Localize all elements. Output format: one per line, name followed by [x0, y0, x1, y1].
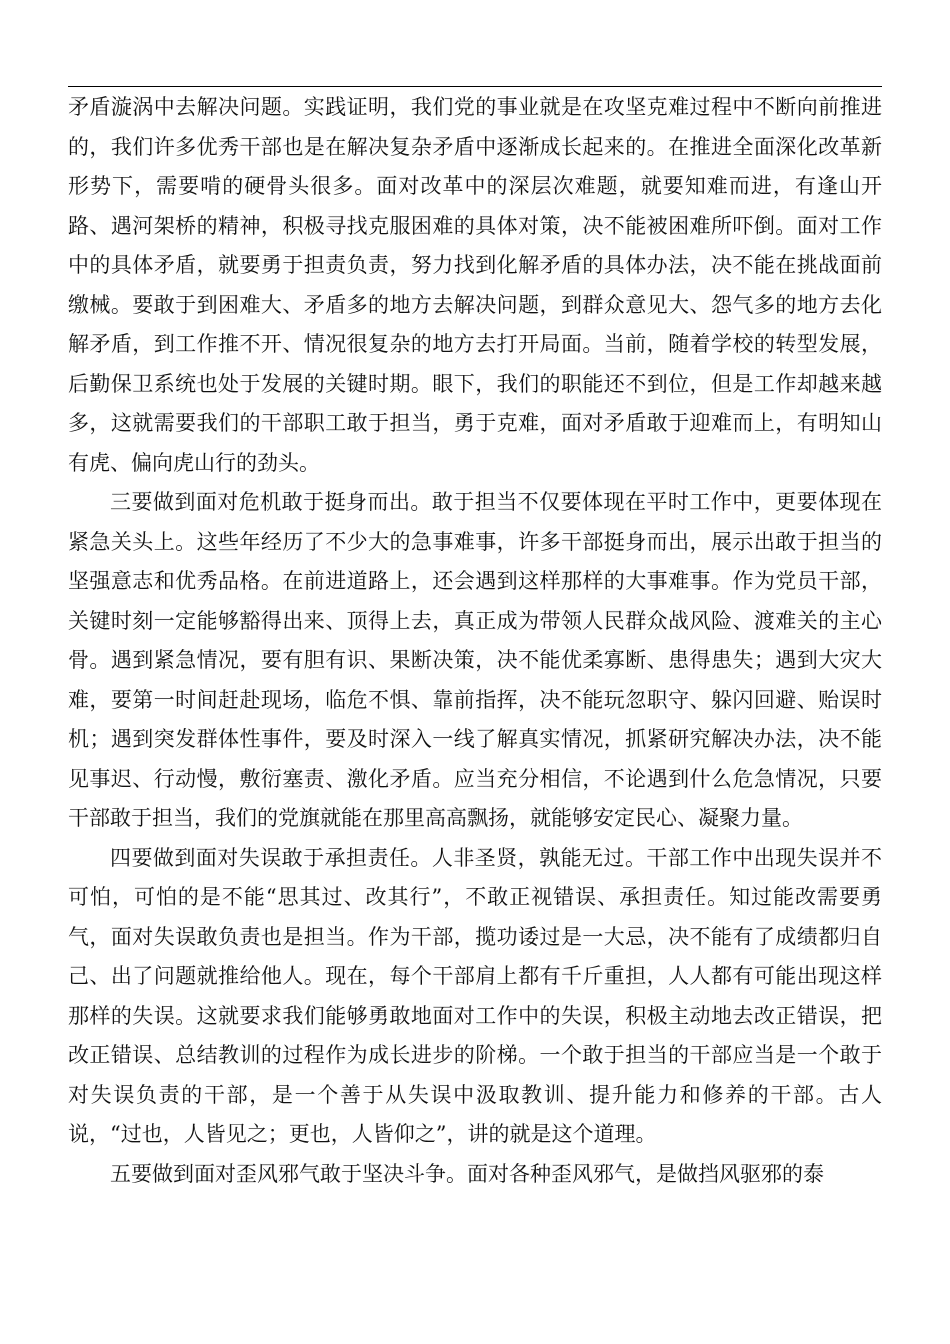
paragraph-crisis: 三要做到面对危机敢于挺身而出。敢于担当不仅要体现在平时工作中，更要体现在紧急关头上。这些年经历了不少大的急事难事，许多干部挺身而出，展示出敢于担当的坚强意志和优秀品格。在前进道路上，还会遇到这样那样的大事难事。作为党员干部，关键时刻一定能够豁得出来、顶得上去，真正成为带领人民群众战风险、渡难关的主心骨。遇到紧急情况，要有胆有识、果断决策，决不能优柔寡断、患得患失；遇到大灾大难，要第一时间赶赴现场，临危不惧、靠前指挥，决不能玩忽职守、躲闪回避、贻误时机；遇到突发群体性事件，要及时深入一线了解真实情况，抓紧研究解决办法，决不能见事迟、行动慢，敷衍塞责、激化矛盾。应当充分相信，不论遇到什么危急情况，只要干部敢于担当，我们的党旗就能在那里高高飘扬，就能够安定民心、凝聚力量。 [68, 490, 882, 830]
document-body [68, 88, 882, 1194]
paragraph-continuation: 矛盾漩涡中去解决问题。实践证明，我们党的事业就是在攻坚克难过程中不断向前推进的，我们许多优秀干部也是在解决复杂矛盾中逐渐成长起来的。在推进全面深化改革新形势下，需要啃的硬骨头很多。面对改革中的深层次难题，就要知难而进，有逢山开路、遇河架桥的精神，积极寻找克服困难的具体对策，决不能被困难所吓倒。面对工作中的具体矛盾，就要勇于担责负责，努力找到化解矛盾的具体办法，决不能在挑战面前缴械。要敢于到困难大、矛盾多的地方去解决问题，到群众意见大、怨气多的地方去化解矛盾，到工作推不开、情况很复杂的地方去打开局面。当前，随着学校的转型发展，后勤保卫系统也处于发展的关键时期。眼下，我们的职能还不到位，但是工作却越来越多，这就需要我们的干部职工敢于担当，勇于克难，面对矛盾敢于迎难而上，有明知山有虎、偏向虎山行的劲头。 [68, 95, 882, 475]
header-rule [68, 86, 882, 87]
paragraph-unhealthy-trends: 五要做到面对歪风邪气敢于坚决斗争。面对各种歪风邪气，是做挡风驱邪的泰 [110, 1161, 824, 1186]
paragraph-mistakes: 四要做到面对失误敢于承担责任。人非圣贤，孰能无过。干部工作中出现失误并不可怕，可怕的是不能“思其过、改其行”，不敢正视错误、承担责任。知过能改需要勇气，面对失误敢负责也是担当。作为干部，揽功诿过是一大忌，决不能有了成绩都归自己、出了问题就推给他人。现在，每个干部肩上都有千斤重担，人人都有可能出现这样那样的失误。这就要求我们能够勇敢地面对工作中的失误，积极主动地去改正错误，把改正错误、总结教训的过程作为成长进步的阶梯。一个敢于担当的干部应当是一个敢于对失误负责的干部，是一个善于从失误中汲取教训、提升能力和修养的干部。古人说，“过也，人皆见之；更也，人皆仰之”，讲的就是这个道理。 [68, 845, 882, 1146]
